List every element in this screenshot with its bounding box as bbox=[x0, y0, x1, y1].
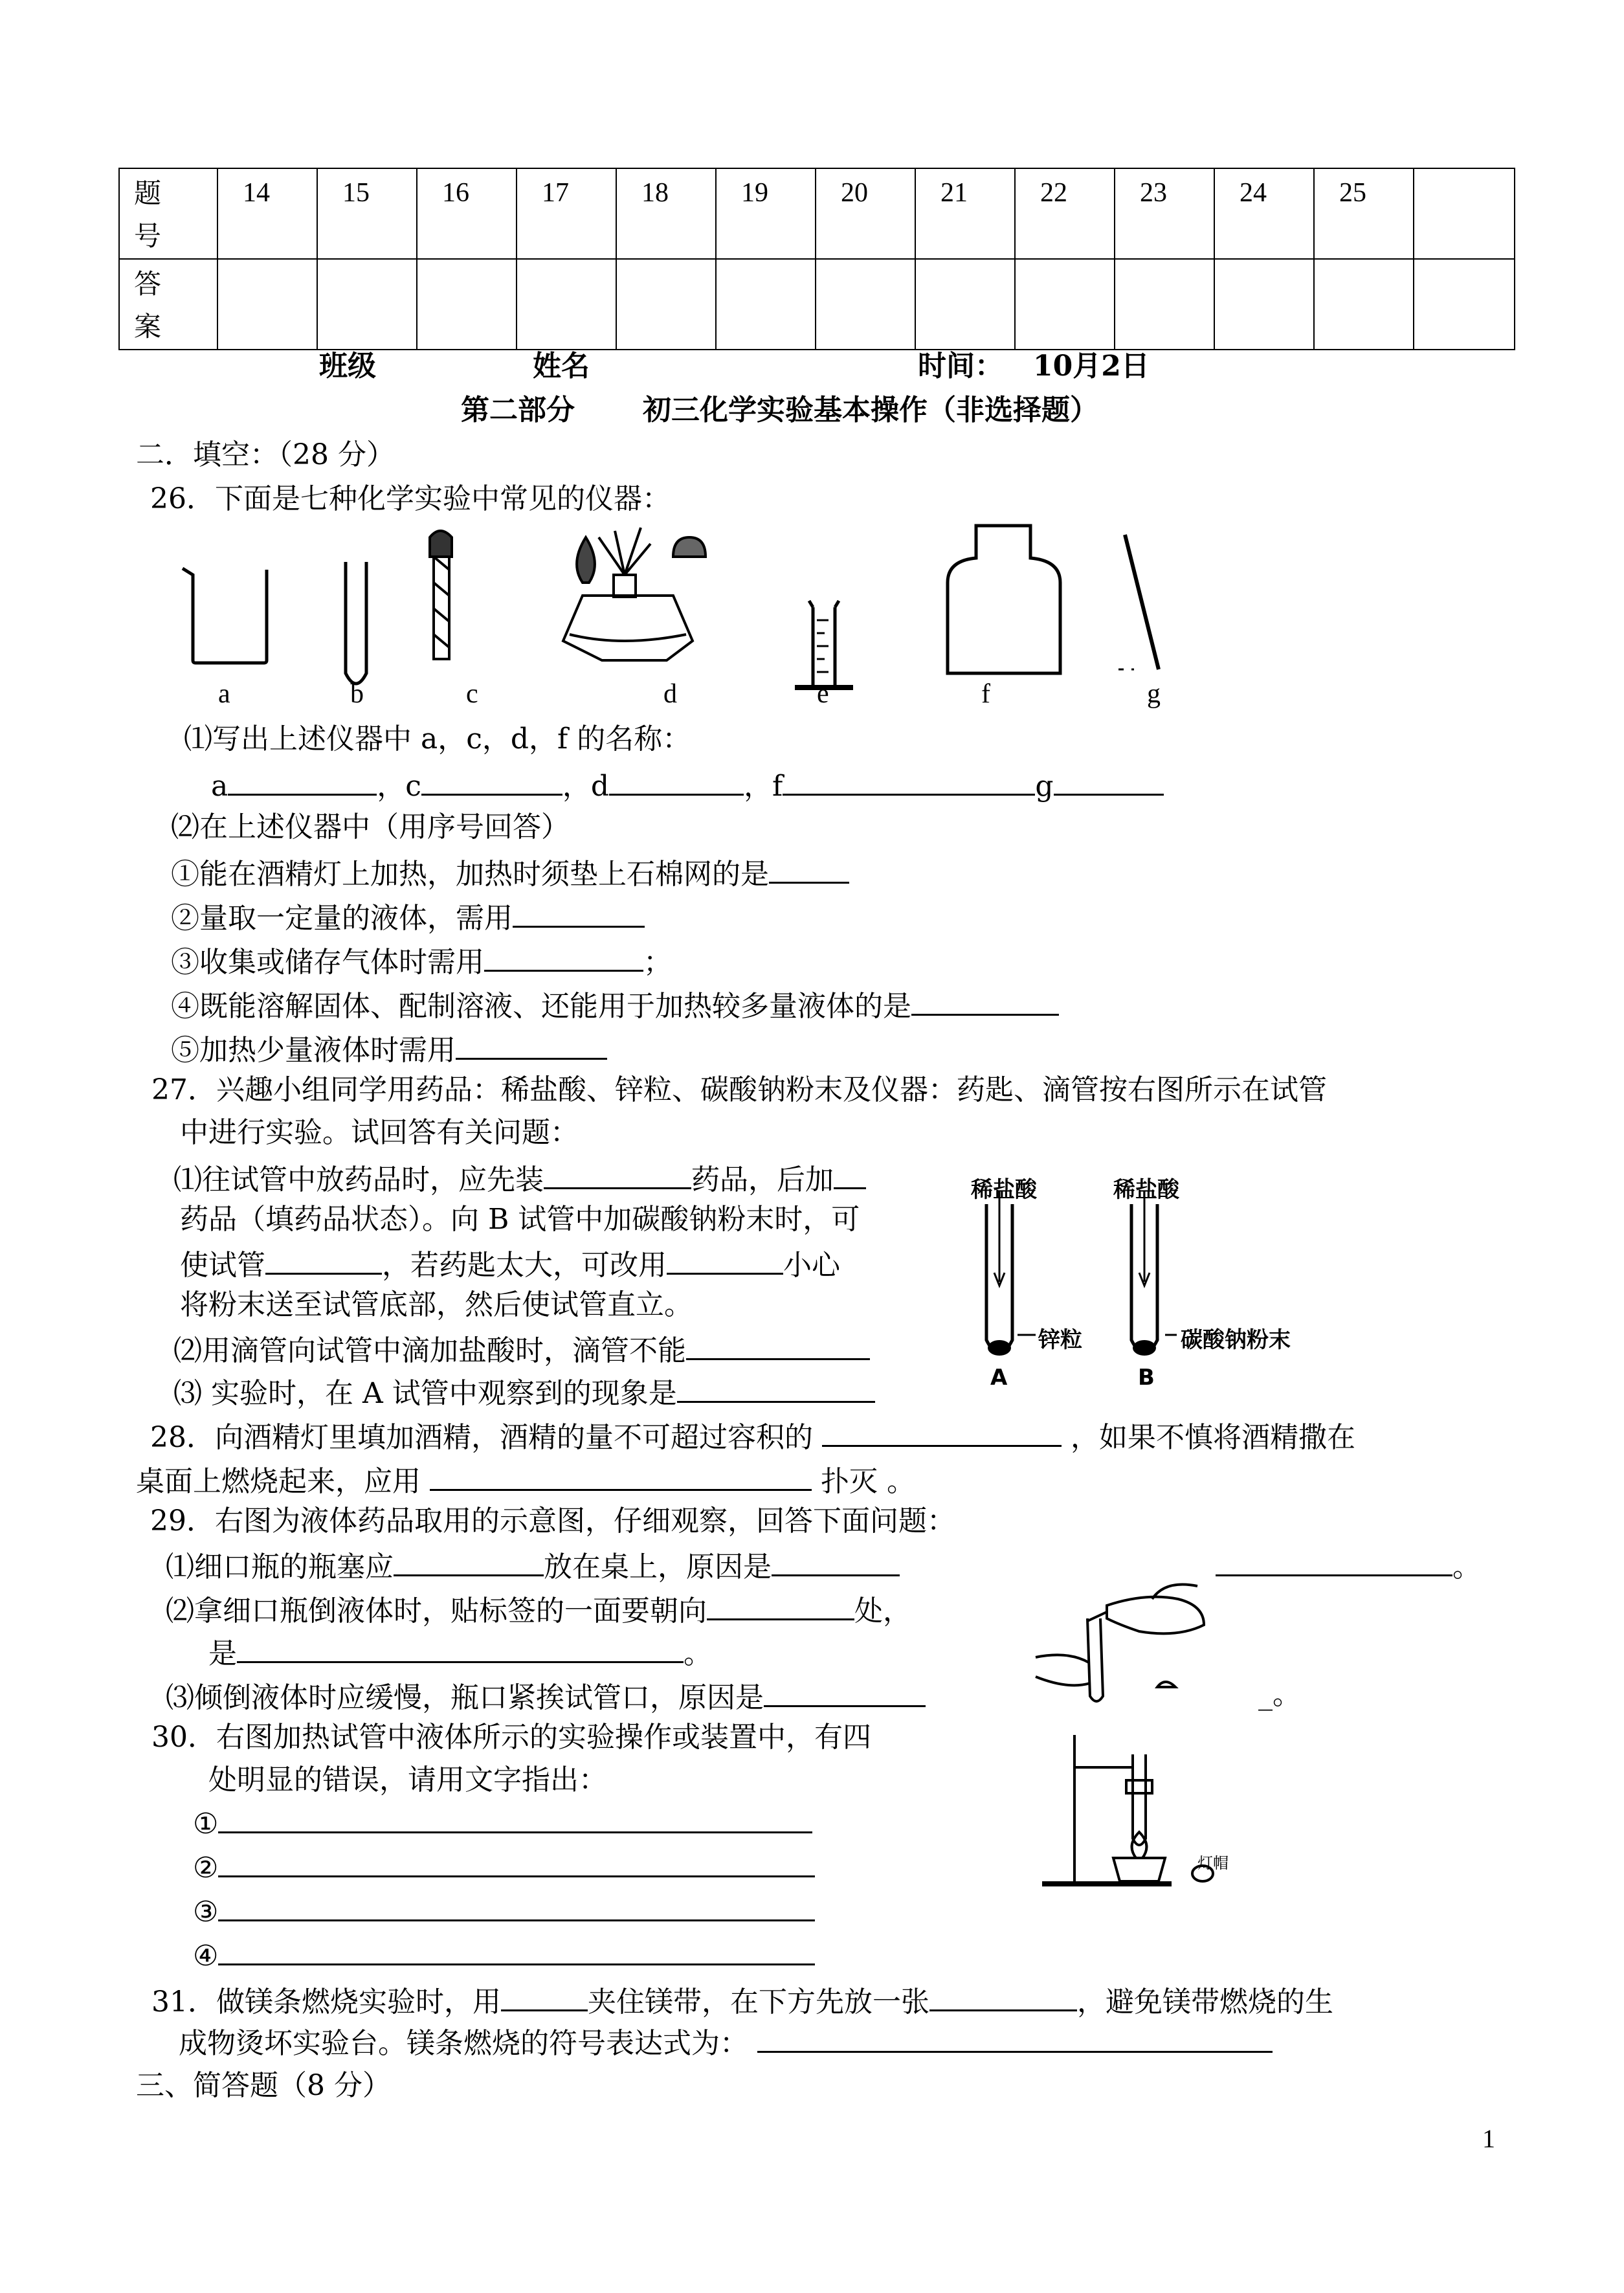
answer-cell[interactable] bbox=[417, 259, 517, 350]
alcohol-lamp-icon bbox=[563, 528, 706, 660]
q29-line2-tail: 。 bbox=[1216, 1546, 1481, 1585]
answer-cell[interactable] bbox=[1214, 259, 1314, 350]
q29-line5-tail: _。 bbox=[1258, 1678, 1301, 1711]
fig-label-b: B bbox=[1138, 1365, 1155, 1391]
q26-sub2: ⑵在上述仪器中（用序号回答） bbox=[171, 811, 570, 844]
instrument-label-g: g bbox=[1147, 679, 1161, 709]
answer-cell[interactable] bbox=[616, 259, 716, 350]
exam-date: 10月2日 bbox=[1033, 350, 1150, 383]
q26-item4: ④既能溶解固体、配制溶液、还能用于加热较多量液体的是 bbox=[171, 985, 1059, 1025]
blank-q31-1[interactable] bbox=[501, 1981, 588, 2011]
blank-q26-1[interactable] bbox=[769, 853, 849, 884]
graduated-cylinder-icon bbox=[795, 601, 853, 688]
answer-cell[interactable] bbox=[1314, 259, 1414, 350]
q29-line4: 是 。 bbox=[208, 1633, 712, 1672]
fig-label-zinc: 锌粒 bbox=[1038, 1327, 1082, 1353]
test-tube-icon bbox=[346, 562, 366, 684]
q27-line6: 将粉末送至试管底部，然后使试管直立。 bbox=[180, 1288, 693, 1321]
q27-line5: 使试管 ，若药匙太大，可改用 小心 bbox=[180, 1244, 840, 1284]
reagent-bottle-icon bbox=[948, 526, 1060, 673]
q26-fill-line: a ，c ，d ，f g bbox=[211, 765, 1164, 805]
question-number-cell: 24 bbox=[1214, 168, 1314, 259]
time-label: 时间： bbox=[918, 350, 1003, 383]
blank-d[interactable] bbox=[609, 765, 744, 796]
q31-line2: 成物烫坏实验台。镁条燃烧的符号表达式为： bbox=[179, 2025, 1273, 2062]
question-number-cell: 15 bbox=[317, 168, 417, 259]
instrument-label-d: d bbox=[663, 679, 677, 709]
instruments-figure bbox=[0, 0, 1624, 712]
blank-q26-3[interactable] bbox=[484, 941, 643, 972]
blank-a[interactable] bbox=[228, 765, 377, 796]
q28-line1: 28．向酒精灯里填加酒精，酒精的量不可超过容积的 ，如果不慎将酒精撒在 bbox=[150, 1416, 1355, 1456]
q29-line1: 29．右图为液体药品取用的示意图，仔细观察，回答下面问题： bbox=[150, 1504, 955, 1538]
blank-q31-2[interactable] bbox=[929, 1981, 1077, 2011]
answer-cell[interactable] bbox=[1414, 259, 1515, 350]
q30-line2: 处明显的错误，请用文字指出： bbox=[208, 1763, 607, 1796]
blank-c[interactable] bbox=[421, 765, 562, 796]
question-number-cell: 20 bbox=[816, 168, 915, 259]
blank-q26-5[interactable] bbox=[456, 1029, 607, 1060]
pouring-liquid-figure bbox=[1010, 1580, 1243, 1709]
q27-line2: 中进行实验。试回答有关问题： bbox=[180, 1116, 579, 1149]
q27-line7: ⑵用滴管向试管中滴加盐酸时，滴管不能 bbox=[173, 1330, 870, 1369]
fig-label-acid-a: 稀盐酸 bbox=[971, 1177, 1037, 1203]
fig-label-sodium-carbonate: 碳酸钠粉末 bbox=[1181, 1327, 1291, 1353]
part-title: 第二部分 bbox=[461, 394, 575, 427]
blank-q26-2[interactable] bbox=[513, 897, 645, 928]
answer-cell[interactable] bbox=[217, 259, 317, 350]
blank-q28-1[interactable] bbox=[822, 1416, 1062, 1447]
question-number-cell: 17 bbox=[517, 168, 616, 259]
blank-q30-1[interactable] bbox=[218, 1808, 812, 1833]
question-number-cell: 19 bbox=[716, 168, 816, 259]
q27-line3: ⑴往试管中放药品时，应先装 药品，后加 bbox=[173, 1159, 866, 1198]
section-two-title: 二．填空：（28 分） bbox=[136, 438, 395, 471]
fig-label-acid-b: 稀盐酸 bbox=[1113, 1177, 1179, 1203]
fig-label-a: A bbox=[990, 1365, 1008, 1391]
blank-q27-2[interactable] bbox=[834, 1159, 866, 1189]
q30-line1: 30．右图加热试管中液体所示的实验操作或装置中，有四 bbox=[151, 1721, 871, 1754]
answer-cell[interactable] bbox=[1115, 259, 1214, 350]
answer-cell[interactable] bbox=[517, 259, 616, 350]
question-number-cell: 25 bbox=[1314, 168, 1414, 259]
blank-q29-5[interactable] bbox=[237, 1633, 684, 1663]
answer-cell[interactable] bbox=[716, 259, 816, 350]
q30-error-2: ② bbox=[193, 1850, 815, 1886]
instrument-label-c: c bbox=[466, 679, 478, 709]
blank-q28-2[interactable] bbox=[430, 1460, 812, 1491]
part-subtitle: 初三化学实验基本操作（非选择题） bbox=[643, 394, 1098, 427]
blank-q27-4[interactable] bbox=[667, 1244, 783, 1275]
q27-line1: 27．兴趣小组同学用药品：稀盐酸、锌粒、碳酸钠粉末及仪器：药匙、滴管按右图所示在试管 bbox=[151, 1073, 1327, 1106]
blank-q27-3[interactable] bbox=[265, 1244, 382, 1275]
blank-q31-3[interactable] bbox=[757, 2025, 1273, 2053]
table-header-cell: 题号 bbox=[119, 168, 217, 259]
q29-line3: ⑵拿细口瓶倒液体时，贴标签的一面要朝向 处， bbox=[166, 1590, 911, 1629]
q26-item2: ②量取一定量的液体，需用 bbox=[171, 897, 645, 937]
blank-q27-6[interactable] bbox=[677, 1372, 875, 1403]
q26-item1: ①能在酒精灯上加热，加热时须垫上石棉网的是 bbox=[171, 853, 849, 893]
q26-sub1: ⑴写出上述仪器中 a，c，d，f 的名称： bbox=[184, 722, 691, 755]
blank-q30-4[interactable] bbox=[218, 1940, 815, 1965]
q30-error-1: ① bbox=[193, 1806, 812, 1842]
blank-q27-5[interactable] bbox=[686, 1330, 870, 1360]
blank-f[interactable] bbox=[783, 765, 1035, 796]
blank-q27-1[interactable] bbox=[544, 1159, 691, 1189]
q27-line4: 药品（填药品状态）。向 B 试管中加碳酸钠粉末时，可 bbox=[180, 1203, 860, 1236]
name-label: 姓名 bbox=[533, 350, 590, 383]
answer-cell[interactable] bbox=[317, 259, 417, 350]
question-number-cell: 18 bbox=[616, 168, 716, 259]
blank-q29-6[interactable] bbox=[764, 1677, 926, 1707]
q28-line2: 桌面上燃烧起来，应用 扑灭 。 bbox=[136, 1460, 915, 1500]
page-number: 1 bbox=[1482, 2124, 1495, 2153]
question-number-cell: 22 bbox=[1015, 168, 1115, 259]
blank-q30-3[interactable] bbox=[218, 1896, 815, 1921]
question-number-cell: 14 bbox=[217, 168, 317, 259]
question-number-cell: 16 bbox=[417, 168, 517, 259]
question-number-cell: 21 bbox=[915, 168, 1015, 259]
class-label: 班级 bbox=[319, 350, 376, 383]
blank-q26-4[interactable] bbox=[911, 985, 1059, 1016]
q29-line5: ⑶倾倒液体时应缓慢，瓶口紧挨试管口，原因是 bbox=[166, 1677, 926, 1716]
blank-q29-2[interactable] bbox=[772, 1546, 900, 1576]
instrument-label-e: e bbox=[817, 679, 829, 709]
q31-line1: 31．做镁条燃烧实验时，用 夹住镁带，在下方先放一张 ，避免镁带燃烧的生 bbox=[151, 1981, 1333, 2020]
instrument-label-b: b bbox=[350, 679, 364, 709]
question-number-cell bbox=[1414, 168, 1515, 259]
answer-cell[interactable] bbox=[915, 259, 1015, 350]
q26-item5: ⑤加热少量液体时需用 bbox=[171, 1029, 607, 1069]
blank-q30-2[interactable] bbox=[218, 1852, 815, 1877]
question-number-cell: 23 bbox=[1115, 168, 1214, 259]
blank-q29-4[interactable] bbox=[707, 1590, 854, 1620]
blank-q29-3[interactable] bbox=[1216, 1546, 1452, 1576]
q29-line2: ⑴细口瓶的瓶塞应 放在桌上，原因是 bbox=[166, 1546, 900, 1585]
table-header-cell: 答案 bbox=[119, 259, 217, 350]
table-row bbox=[119, 168, 1515, 259]
instrument-label-a: a bbox=[218, 679, 230, 709]
q26-stem: 26．下面是七种化学实验中常见的仪器： bbox=[150, 482, 671, 515]
q26-item3: ③收集或储存气体时需用 ； bbox=[171, 941, 672, 981]
q30-error-3: ③ bbox=[193, 1894, 815, 1930]
blank-g[interactable] bbox=[1054, 765, 1164, 796]
beaker-icon bbox=[183, 568, 267, 663]
answer-cell[interactable] bbox=[816, 259, 915, 350]
table-row bbox=[119, 259, 1515, 350]
fig-label-lamp-cap: 灯帽 bbox=[1197, 1854, 1229, 1872]
test-tube-holder-icon bbox=[430, 531, 452, 659]
blank-q29-1[interactable] bbox=[394, 1546, 544, 1576]
answer-table bbox=[118, 168, 1515, 350]
glass-rod-icon bbox=[1118, 535, 1159, 669]
answer-cell[interactable] bbox=[1015, 259, 1115, 350]
q27-line8: ⑶ 实验时，在 A 试管中观察到的现象是 bbox=[173, 1372, 875, 1412]
q30-error-4: ④ bbox=[193, 1938, 815, 1974]
section-three-title: 三、简答题（8 分） bbox=[136, 2069, 391, 2102]
instrument-label-f: f bbox=[981, 679, 990, 709]
